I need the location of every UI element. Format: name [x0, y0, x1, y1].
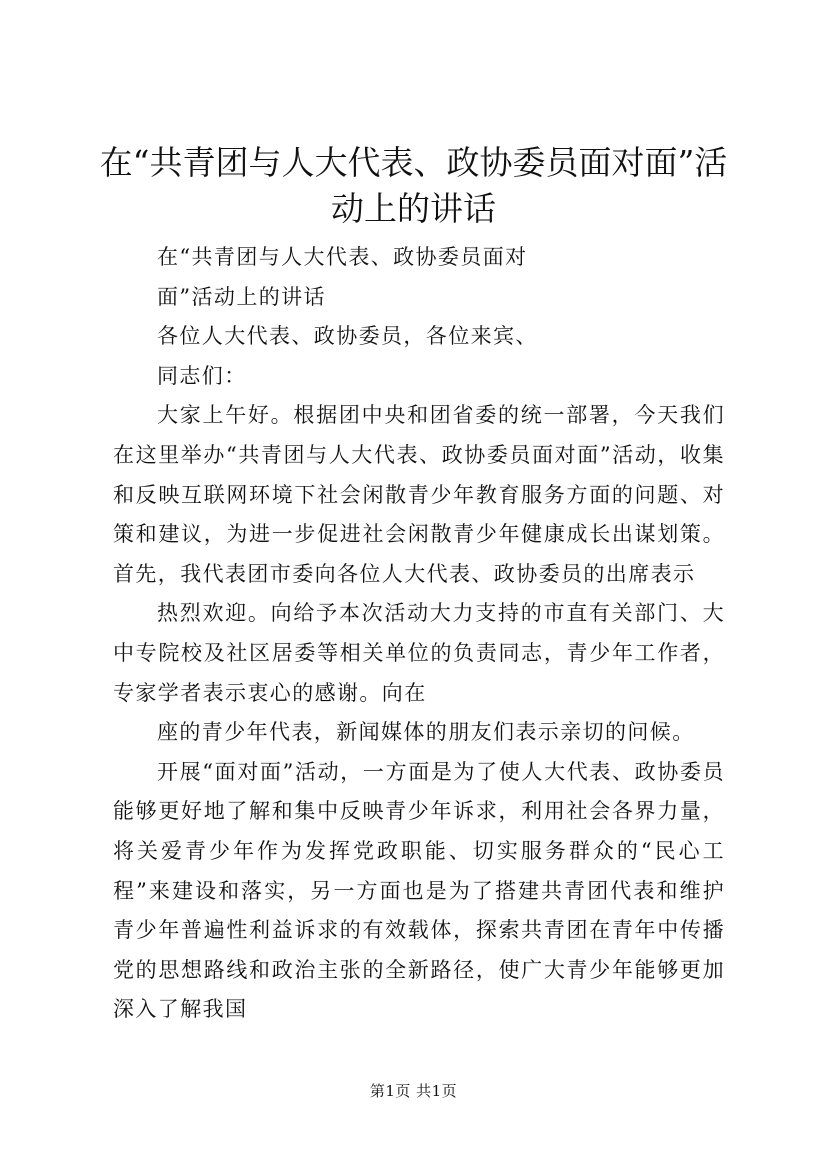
document-body	[113, 238, 725, 1030]
salutation-line: 同志们：	[157, 363, 247, 388]
body-paragraph: 座的青少年代表，新闻媒体的朋友们表示亲切的问候。	[157, 720, 695, 745]
subtitle-line: 在“共青团与人大代表、政协委员面对	[157, 245, 528, 269]
document-title: 在“共青团与人大代表、政协委员面对面”活动上的讲话	[99, 143, 728, 228]
body-paragraph: 开展“面对面”活动，一方面是为了使人大代表、政协委员能够更好地了解和集中反映青少年诉求，利用社会各界力量，将关爱青少年作为发挥党政职能、切实服务群众的“民心工程”来建设和落实，另一方面也是为了搭建共青团代表和维护青少年普遍性利益诉求的有效载体，探索共青团在青年中传播党的思想路线和政治主张的全新路径，使广大青少年能够更加深入了解我国	[113, 759, 725, 1022]
body-paragraph: 热烈欢迎。向给予本次活动大力支持的市直有关部门、大中专院校及社区居委等相关单位的负责同志，青少年工作者，专家学者表示衷心的感谢。向在	[113, 601, 725, 705]
page-footer: 第1页 共1页	[369, 1082, 458, 1100]
body-paragraph: 大家上午好。根据团中央和团省委的统一部署，今天我们在这里举办“共青团与人大代表、政协委员面对面”活动，收集和反映互联网环境下社会闲散青少年教育服务方面的问题、对策和建议，为进一步促进社会闲散青少年健康成长出谋划策。首先，我代表团市委向各位人大代表、政协委员的出席表示	[113, 403, 725, 586]
subtitle-line: 面”活动上的讲话	[157, 284, 326, 309]
salutation-line: 各位人大代表、政协委员，各位来宾、	[157, 324, 538, 349]
